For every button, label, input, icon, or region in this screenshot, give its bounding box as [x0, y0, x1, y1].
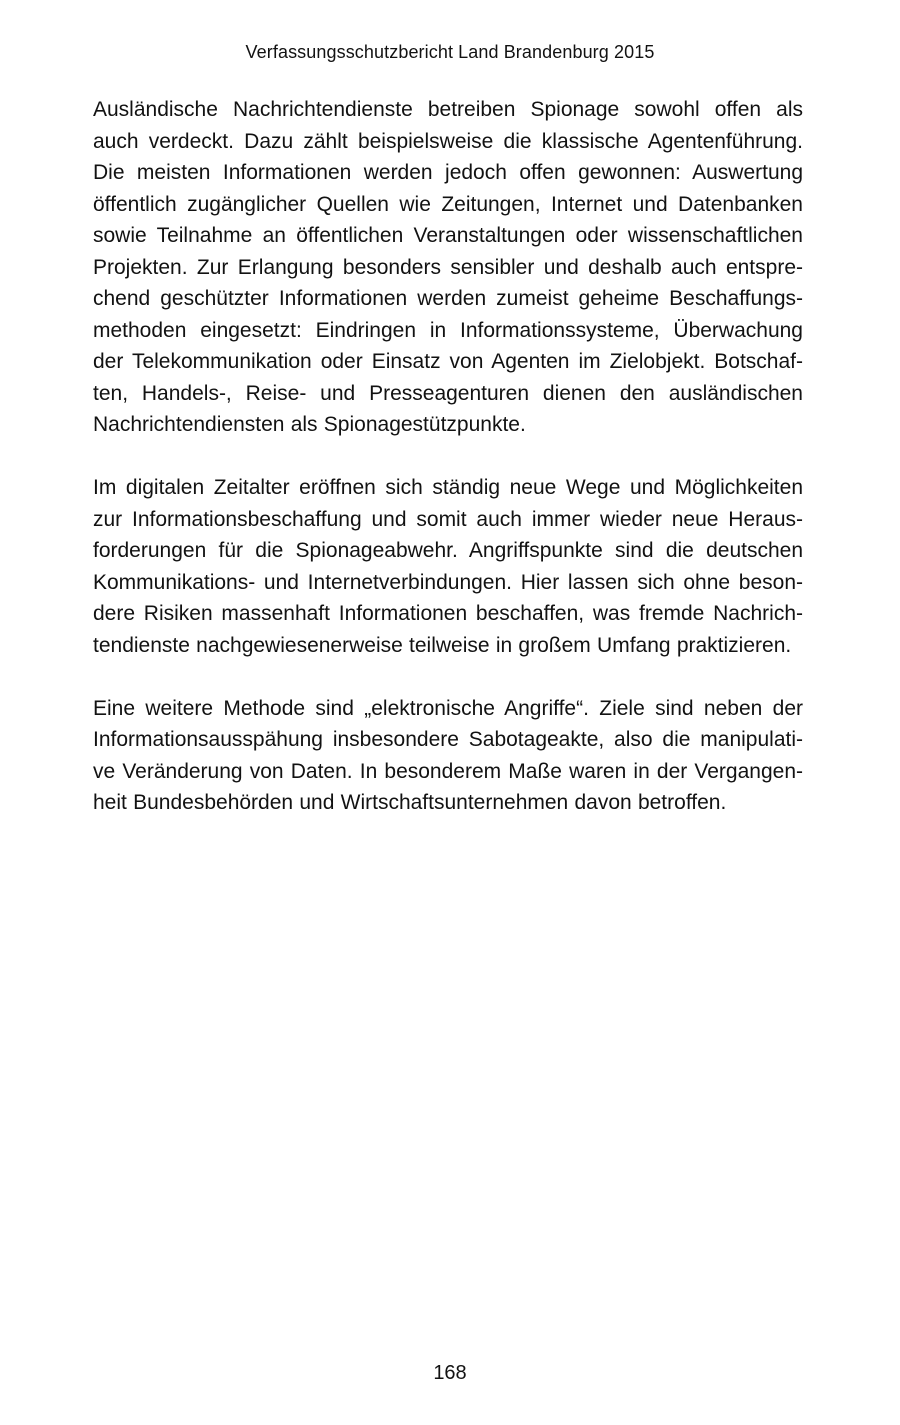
text-line: Kommunikations- und Internetverbindungen. Hier lassen sich ohne beson-: [93, 570, 803, 594]
running-header: [0, 40, 900, 64]
text-line: Die meisten Informationen werden jedoch offen gewonnen: Auswertung: [93, 161, 803, 184]
text-line: ve Veränderung von Daten. In besonderem Maße waren in der Vergangen-: [93, 759, 803, 783]
paragraph: [93, 472, 803, 661]
text-line: heit Bundesbehörden und Wirtschaftsunternehmen davon betroffen.: [93, 791, 727, 814]
text-line: Projekten. Zur Erlangung besonders sensibler und deshalb auch entspre-: [93, 255, 803, 279]
body-text: [93, 94, 803, 850]
text-line: öffentlich zugänglicher Quellen wie Zeitungen, Internet und Datenbanken: [93, 192, 803, 216]
paragraph: [93, 693, 803, 819]
page-number: 168: [433, 1362, 467, 1384]
text-line: chend geschützter Informationen werden zumeist geheime Beschaffungs-: [93, 287, 803, 310]
text-line: Informationsausspähung insbesondere Sabotageakte, also die manipulati-: [93, 728, 803, 751]
text-line: sowie Teilnahme an öffentlichen Veranstaltungen oder wissenschaftlichen: [93, 224, 803, 247]
header-title: Verfassungsschutzbericht Land Brandenburg 2015: [245, 42, 655, 62]
text-line: forderungen für die Spionageabwehr. Angriffspunkte sind die deutschen: [93, 539, 803, 562]
text-line: auch verdeckt. Dazu zählt beispielsweise die klassische Agentenführung.: [93, 129, 803, 153]
paragraph: [93, 94, 803, 441]
text-line: zur Informationsbeschaffung und somit auch immer wieder neue Heraus-: [93, 507, 803, 531]
text-line: methoden eingesetzt: Eindringen in Informationssysteme, Überwachung: [93, 318, 803, 342]
text-line: ten, Handels-, Reise- und Presseagenturen dienen den ausländischen: [93, 381, 803, 405]
text-line: Ausländische Nachrichtendienste betreiben Spionage sowohl offen als: [93, 98, 803, 121]
text-line: Nachrichtendiensten als Spionagestützpunkte.: [93, 413, 526, 436]
text-line: Im digitalen Zeitalter eröffnen sich ständig neue Wege und Möglichkeiten: [93, 476, 803, 499]
text-line: Eine weitere Methode sind „elektronische Angriffe“. Ziele sind neben der: [93, 696, 803, 720]
text-line: tendienste nachgewiesenerweise teilweise in großem Umfang praktizieren.: [93, 633, 792, 657]
text-line: der Telekommunikation oder Einsatz von Agenten im Zielobjekt. Botschaf-: [93, 350, 803, 373]
text-line: dere Risiken massenhaft Informationen beschaffen, was fremde Nachrich-: [93, 602, 803, 625]
